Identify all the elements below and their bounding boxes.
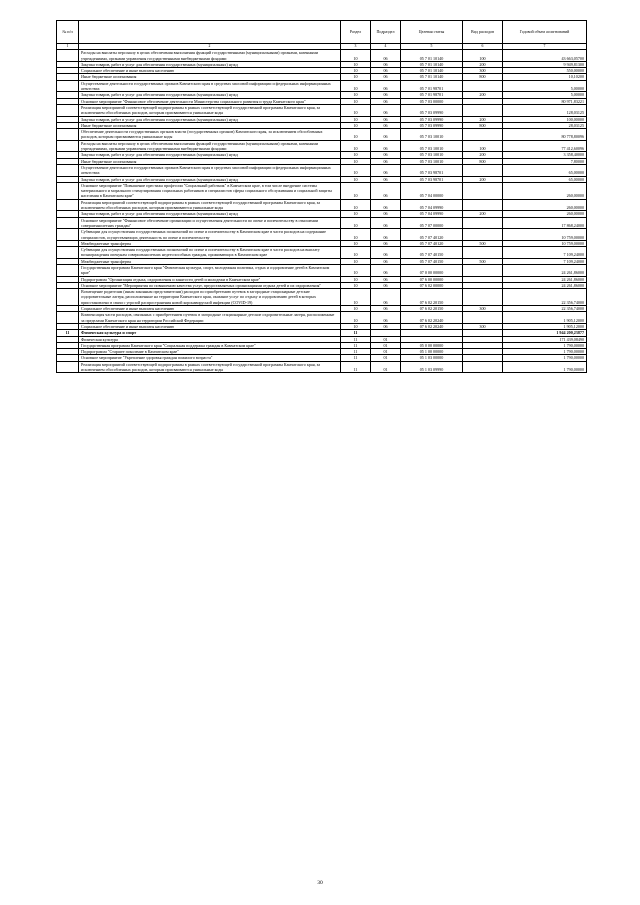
row-amount: 43 663,05700 — [503, 50, 587, 62]
row-target: 05 1 03 09990 — [401, 361, 463, 373]
row-amount: 260,00000 — [503, 182, 587, 199]
row-type: 200 — [463, 211, 503, 217]
row-section: 10 — [341, 217, 371, 229]
table-row — [57, 264, 587, 276]
row-name: Социальное обеспечение и иные выплаты населению — [79, 306, 341, 312]
row-subsection: 06 — [371, 68, 401, 74]
row-name: Обеспечение деятельности государственных органов власти (государственных органов) Камчатского края, за исключением обособленных расходов, которым присваиваются уникальные коды — [79, 129, 341, 141]
row-subsection: 06 — [371, 247, 401, 259]
row-type: 300 — [463, 68, 503, 74]
row-amount: 24 261,86000 — [503, 282, 587, 288]
row-amount: 260,00000 — [503, 199, 587, 211]
row-subsection: 06 — [371, 50, 401, 62]
row-amount: 7 109,24000 — [503, 258, 587, 264]
row-amount: 65,00000 — [503, 176, 587, 182]
row-subsection: 06 — [371, 104, 401, 116]
row-section: 10 — [341, 104, 371, 116]
row-name: Реализация мероприятий соответствующей подпрограммы в рамках соответствующей государственной программы Камчатского края, за исключением обособленных расходов, которым присваиваются уникальные коды — [79, 104, 341, 116]
header-target: Целевая статья — [401, 21, 463, 44]
row-type — [463, 264, 503, 276]
header-amount: Годовой объем ассигнований — [503, 21, 587, 44]
table-row — [57, 182, 587, 199]
row-subsection: 06 — [371, 140, 401, 152]
row-target: 07 6 02 20240 — [401, 312, 463, 324]
row-section: 10 — [341, 258, 371, 264]
row-name: Закупка товаров, работ и услуг для обеспечения государственных (муниципальных) нужд — [79, 116, 341, 122]
row-amount: 128,03125 — [503, 104, 587, 116]
row-type: 800 — [463, 74, 503, 80]
header-section: Раздел — [341, 21, 371, 44]
row-amount: 80 778,80096 — [503, 129, 587, 141]
row-type: 200 — [463, 92, 503, 98]
row-section: 10 — [341, 68, 371, 74]
header-num: № п/п — [57, 21, 79, 44]
row-amount: 22 356,74000 — [503, 289, 587, 306]
row-name: Осуществление деятельности государственных органов Камчатского края в средствах массовой информации и федеральных информационных агентствах — [79, 80, 341, 92]
table-row — [57, 80, 587, 92]
row-type — [463, 199, 503, 211]
row-section: 11 — [341, 349, 371, 355]
row-name: Расходы на выплаты персоналу в целях обеспечения выполнения функций государственными (муниципальными) органами, казенными учреждениями, органами управления государственными внебюджетными фондами — [79, 50, 341, 62]
row-type: 800 — [463, 158, 503, 164]
row-number — [57, 199, 79, 211]
row-number — [57, 229, 79, 241]
row-target: 07 0 00 00000 — [401, 264, 463, 276]
row-amount: 7,80000 — [503, 158, 587, 164]
row-target: 05 7 01 98701 — [401, 92, 463, 98]
row-section: 10 — [341, 247, 371, 259]
row-section: 10 — [341, 129, 371, 141]
row-amount: 5,00000 — [503, 92, 587, 98]
row-target: 05 7 07 40120 — [401, 240, 463, 246]
row-target: 05 7 04 09990 — [401, 211, 463, 217]
row-section: 11 — [341, 330, 371, 336]
row-subsection: 06 — [371, 306, 401, 312]
row-subsection: 06 — [371, 282, 401, 288]
row-subsection: 06 — [371, 61, 401, 67]
col-num-1: 1 — [57, 44, 79, 50]
row-amount: 1 905,12000 — [503, 312, 587, 324]
row-amount: 1 790,00000 — [503, 361, 587, 373]
page-number: 30 — [317, 880, 323, 886]
row-target: 05 7 01 10140 — [401, 68, 463, 74]
row-name: Межбюджетные трансферты — [79, 258, 341, 264]
row-name: Социальное обеспечение и иные выплаты населению — [79, 68, 341, 74]
col-num-4: 4 — [371, 44, 401, 50]
row-name: Основное мероприятие "Финансовое обеспечение организации и осуществления деятельности по опеке и попечительству в отношении совершеннолетних граждан" — [79, 217, 341, 229]
row-name: Основное мероприятие "Повышение престижа профессии "Социальный работник" в Камчатском крае, в том числе внедрение системы материального и морального стимулирования социальных работников и специалистов сферы социального обслуживания и социальной защиты населения в Камчатском крае" — [79, 182, 341, 199]
row-amount: 77 412,60096 — [503, 140, 587, 152]
row-section: 10 — [341, 98, 371, 104]
row-target: 05 7 03 10010 — [401, 129, 463, 141]
row-amount: 100,00000 — [503, 116, 587, 122]
row-target: 05 1 00 00000 — [401, 349, 463, 355]
row-type: 100 — [463, 50, 503, 62]
table-header-row — [57, 21, 587, 44]
table-row — [57, 140, 587, 152]
row-name: Физическая культура и спорт — [79, 330, 341, 336]
row-section: 10 — [341, 276, 371, 282]
header-name — [79, 21, 341, 44]
row-target: 05 7 07 40150 — [401, 258, 463, 264]
row-name: Основное мероприятие "Мероприятия по повышению качества услуг, предоставляемых организациями отдыха детей и их оздоровления" — [79, 282, 341, 288]
row-target: 07 6 02 20240 — [401, 323, 463, 329]
row-subsection: 06 — [371, 264, 401, 276]
row-name: Субвенции для осуществления государственных полномочий по опеке и попечительству в Камчатском крае в части расходов на содержание специалистов, осуществляющих деятельность по опеке и попечительству — [79, 229, 341, 241]
row-section: 11 — [341, 361, 371, 373]
row-amount: 7 109,24000 — [503, 247, 587, 259]
row-amount: 24 261,86000 — [503, 276, 587, 282]
row-type — [463, 182, 503, 199]
row-name: Закупка товаров, работ и услуг для обеспечения государственных (муниципальных) нужд — [79, 61, 341, 67]
row-subsection: 06 — [371, 276, 401, 282]
row-amount: 10,10200 — [503, 74, 587, 80]
row-type: 200 — [463, 152, 503, 158]
table-row — [57, 361, 587, 373]
row-name: Основное мероприятие "Укрепление здоровья граждан пожилого возраста" — [79, 355, 341, 361]
row-subsection: 06 — [371, 217, 401, 229]
row-type — [463, 229, 503, 241]
row-subsection: 06 — [371, 258, 401, 264]
row-target: 07 6 00 00000 — [401, 276, 463, 282]
row-amount: 24 261,86000 — [503, 264, 587, 276]
row-section: 10 — [341, 323, 371, 329]
row-number — [57, 164, 79, 176]
row-target: 05 7 01 98701 — [401, 80, 463, 92]
row-section: 10 — [341, 182, 371, 199]
row-section: 10 — [341, 240, 371, 246]
row-amount: 22 356,74000 — [503, 306, 587, 312]
row-name: Иные бюджетные ассигнования — [79, 74, 341, 80]
row-target: 05 7 01 10140 — [401, 50, 463, 62]
row-subsection: 01 — [371, 342, 401, 348]
row-target: 05 7 03 10010 — [401, 158, 463, 164]
row-type: 500 — [463, 240, 503, 246]
row-type: 300 — [463, 323, 503, 329]
row-section: 11 — [341, 342, 371, 348]
row-amount: 9 949,81300 — [503, 61, 587, 67]
header-type: Вид расходов — [463, 21, 503, 44]
header-subsection: Подраздел — [371, 21, 401, 44]
row-section: 10 — [341, 80, 371, 92]
row-subsection: 06 — [371, 80, 401, 92]
row-target: 05 7 04 00000 — [401, 182, 463, 199]
row-type: 200 — [463, 116, 503, 122]
row-target: 05 7 01 10140 — [401, 74, 463, 80]
row-name: Субвенции для осуществления государственных полномочий по опеке и попечительству в Камчатском крае в части расходов на выплату вознаграждения опекунам совершеннолетних недееспособных граждан, проживающих в Камчатском крае — [79, 247, 341, 259]
row-section: 10 — [341, 61, 371, 67]
row-name: Расходы на выплаты персоналу в целях обеспечения выполнения функций государственными (муниципальными) органами, казенными учреждениями, органами управления государственными внебюджетными фондами — [79, 140, 341, 152]
row-subsection: 06 — [371, 164, 401, 176]
row-type — [463, 80, 503, 92]
row-section: 10 — [341, 176, 371, 182]
row-number — [57, 80, 79, 92]
row-type — [463, 361, 503, 373]
row-amount: 1 790,00000 — [503, 355, 587, 361]
row-type — [463, 164, 503, 176]
row-target: 05 7 07 40150 — [401, 247, 463, 259]
row-subsection: 01 — [371, 361, 401, 373]
col-num-7: 7 — [503, 44, 587, 50]
row-section: 10 — [341, 116, 371, 122]
row-amount: 1 905,12000 — [503, 323, 587, 329]
col-num-5: 5 — [401, 44, 463, 50]
row-number — [57, 129, 79, 141]
table-row — [57, 247, 587, 259]
row-target: 05 7 07 00000 — [401, 217, 463, 229]
row-section: 10 — [341, 312, 371, 324]
table-row — [57, 104, 587, 116]
row-subsection: 06 — [371, 211, 401, 217]
row-subsection: 01 — [371, 336, 401, 342]
row-section: 10 — [341, 229, 371, 241]
row-target: 07 6 02 20150 — [401, 289, 463, 306]
row-section: 10 — [341, 164, 371, 176]
row-subsection: 06 — [371, 312, 401, 324]
row-subsection: 06 — [371, 74, 401, 80]
table-row — [57, 312, 587, 324]
row-target: 05 1 03 00000 — [401, 355, 463, 361]
row-name: Закупка товаров, работ и услуг для обеспечения государственных (муниципальных) нужд — [79, 211, 341, 217]
row-amount: 17 868,24000 — [503, 217, 587, 229]
row-type: 500 — [463, 258, 503, 264]
row-name: Физическая культура — [79, 336, 341, 342]
row-amount: 1 790,00000 — [503, 342, 587, 348]
row-amount: 10 759,00000 — [503, 240, 587, 246]
table-row — [57, 217, 587, 229]
row-section: 11 — [341, 336, 371, 342]
row-target: 05 7 01 10140 — [401, 61, 463, 67]
row-amount: 10 759,00000 — [503, 229, 587, 241]
row-amount: 550,00000 — [503, 68, 587, 74]
row-subsection: 06 — [371, 122, 401, 128]
table-row — [57, 129, 587, 141]
row-subsection: 01 — [371, 355, 401, 361]
row-subsection: 06 — [371, 240, 401, 246]
row-amount: 260,00000 — [503, 211, 587, 217]
row-name: Подпрограмма "Организация отдыха, оздоровления и занятости детей и молодежи в Камчатском крае" — [79, 276, 341, 282]
row-name: Межбюджетные трансферты — [79, 240, 341, 246]
table-row — [57, 164, 587, 176]
row-target: 05 7 03 09990 — [401, 104, 463, 116]
budget-table — [56, 20, 587, 373]
row-amount: 3 358,40000 — [503, 152, 587, 158]
row-subsection: 06 — [371, 158, 401, 164]
row-target: 05 7 04 09990 — [401, 199, 463, 211]
row-subsection: 06 — [371, 116, 401, 122]
row-name: Иные бюджетные ассигнования — [79, 122, 341, 128]
row-name: Реализация мероприятий соответствующей подпрограммы в рамках соответствующей государственной программы Камчатского края, за исключением обособленных расходов, которым присваиваются уникальные коды — [79, 361, 341, 373]
row-subsection: 06 — [371, 92, 401, 98]
row-type — [463, 104, 503, 116]
row-subsection: 06 — [371, 229, 401, 241]
row-number — [57, 182, 79, 199]
row-type: 800 — [463, 122, 503, 128]
row-subsection: 06 — [371, 98, 401, 104]
row-amount: 171 439,08490 — [503, 336, 587, 342]
row-number — [57, 361, 79, 373]
table-row — [57, 289, 587, 306]
row-target: 05 7 03 10010 — [401, 152, 463, 158]
row-type — [463, 217, 503, 229]
row-name: Реализация мероприятий соответствующей подпрограммы в рамках соответствующей государственной программы Камчатского края, за исключением обособленных расходов, которым присваиваются уникальные коды — [79, 199, 341, 211]
row-number — [57, 264, 79, 276]
row-target: 05 7 03 09990 — [401, 116, 463, 122]
row-number — [57, 50, 79, 62]
row-name: Государственная программа Камчатского края "Физическая культура, спорт, молодежная политика, отдых и оздоровление детей в Камчатском крае" — [79, 264, 341, 276]
row-type — [463, 289, 503, 306]
row-subsection: 06 — [371, 289, 401, 306]
row-section: 10 — [341, 211, 371, 217]
table-body — [57, 50, 587, 373]
row-name: Иные бюджетные ассигнования — [79, 158, 341, 164]
col-num-6: 6 — [463, 44, 503, 50]
row-amount: 1 944 200,23877 — [503, 330, 587, 336]
row-number — [57, 312, 79, 324]
row-name: Подпрограмма "Старшее поколение в Камчатском крае" — [79, 349, 341, 355]
row-name: Компенсация части расходов, связанных с приобретением путевок в загородные стационарные детские оздоровительные лагеря, расположенные за пределами Камчатского края на территории Российской Федерации — [79, 312, 341, 324]
row-section: 10 — [341, 140, 371, 152]
row-name: Социальное обеспечение и иные выплаты населению — [79, 323, 341, 329]
row-name: Возмещение родителям (иным законным представителям) расходов по приобретению путевок в загородные стационарные детские оздоровительные лагеря, расположенные на территории Камчатского края, оказание услуг по отдыху и оздоровлению детей в которых приостановлено в связи с угрозой распространения новой коронавирусной инфекции (COVID-19) — [79, 289, 341, 306]
row-amount: 80 971,83221 — [503, 98, 587, 104]
row-number — [57, 217, 79, 229]
table-row — [57, 199, 587, 211]
row-name: Закупка товаров, работ и услуг для обеспечения государственных (муниципальных) нужд — [79, 152, 341, 158]
row-number — [57, 247, 79, 259]
row-subsection: 06 — [371, 199, 401, 211]
row-target: 05 0 00 00000 — [401, 342, 463, 348]
budget-sheet — [56, 20, 586, 373]
row-type — [463, 247, 503, 259]
col-num-2: 2 — [79, 44, 341, 50]
row-target: 07 6 02 20150 — [401, 306, 463, 312]
col-num-3: 3 — [341, 44, 371, 50]
row-name: Закупка товаров, работ и услуг для обеспечения государственных (муниципальных) нужд — [79, 92, 341, 98]
row-section: 10 — [341, 92, 371, 98]
row-target: 05 7 03 98701 — [401, 176, 463, 182]
row-type: 100 — [463, 140, 503, 152]
row-amount: 28,03125 — [503, 122, 587, 128]
row-section: 10 — [341, 122, 371, 128]
row-name: Осуществление деятельности государственных органов Камчатского края в средствах массовой информации и федеральных информационных агентствах — [79, 164, 341, 176]
row-number: 11 — [57, 330, 79, 336]
row-subsection: 06 — [371, 129, 401, 141]
row-target: 05 7 07 40120 — [401, 229, 463, 241]
table-row — [57, 50, 587, 62]
row-type: 300 — [463, 306, 503, 312]
row-name: Закупка товаров, работ и услуг для обеспечения государственных (муниципальных) нужд — [79, 176, 341, 182]
row-section: 10 — [341, 289, 371, 306]
row-number — [57, 140, 79, 152]
table-row — [57, 229, 587, 241]
row-target: 05 7 03 09990 — [401, 122, 463, 128]
row-subsection: 06 — [371, 176, 401, 182]
row-section: 10 — [341, 158, 371, 164]
row-subsection: 06 — [371, 323, 401, 329]
row-amount: 5,00000 — [503, 80, 587, 92]
row-section: 10 — [341, 74, 371, 80]
row-section: 11 — [341, 355, 371, 361]
row-target: 05 7 03 10010 — [401, 140, 463, 152]
row-name: Государственная программа Камчатского края "Социальная поддержка граждан в Камчатском крае" — [79, 342, 341, 348]
row-target: 05 7 03 00000 — [401, 98, 463, 104]
row-number — [57, 104, 79, 116]
row-type: 200 — [463, 176, 503, 182]
row-target: 07 6 02 00000 — [401, 282, 463, 288]
row-section: 10 — [341, 50, 371, 62]
row-number — [57, 289, 79, 306]
row-subsection: 06 — [371, 152, 401, 158]
row-section: 10 — [341, 199, 371, 211]
row-subsection: 06 — [371, 182, 401, 199]
row-amount: 1 790,00000 — [503, 349, 587, 355]
row-type — [463, 312, 503, 324]
row-section: 10 — [341, 152, 371, 158]
row-section: 10 — [341, 306, 371, 312]
row-section: 10 — [341, 264, 371, 276]
row-amount: 65,00000 — [503, 164, 587, 176]
row-target: 05 7 03 98701 — [401, 164, 463, 176]
row-type: 200 — [463, 61, 503, 67]
row-section: 10 — [341, 282, 371, 288]
row-name: Основное мероприятие "Финансовое обеспечение деятельности Министерства социального развития и труда Камчатского края" — [79, 98, 341, 104]
row-type — [463, 129, 503, 141]
row-subsection: 01 — [371, 349, 401, 355]
